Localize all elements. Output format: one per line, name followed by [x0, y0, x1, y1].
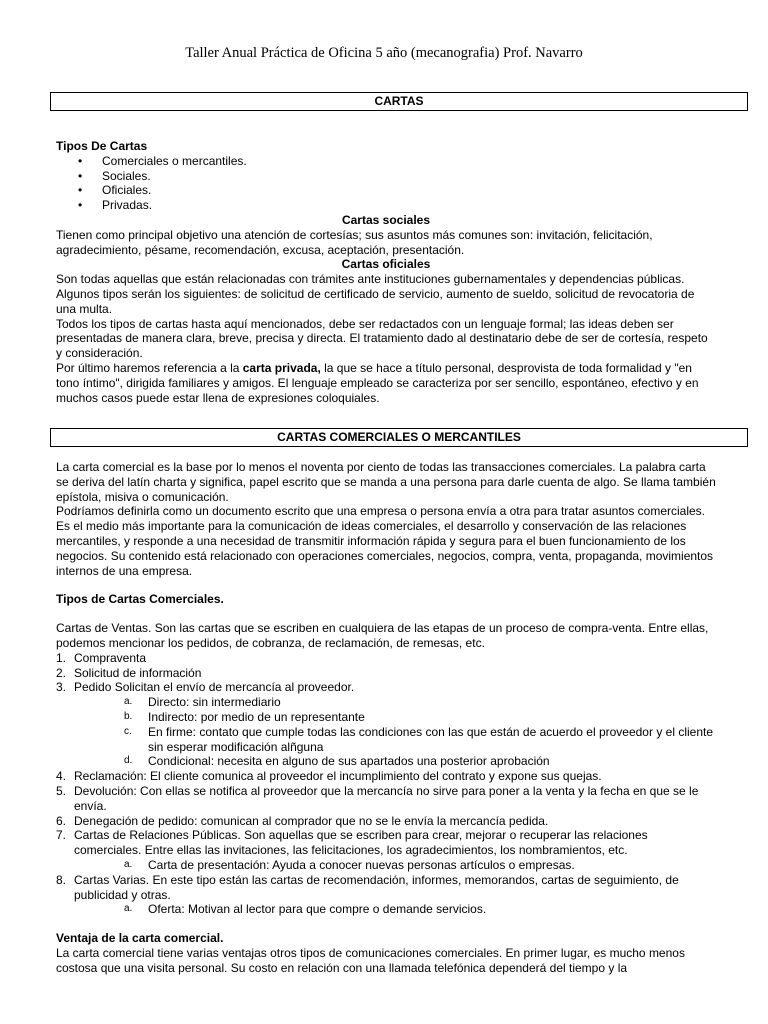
- privada-post: la que se hace a título personal, desprovista de toda formalidad y "en tono íntimo", dirigida familiares y amigos. El lenguaje empleado se caracteriza por ser sencillo, espontáneo, efectivo y en muchos casos puede estar llena de expresiones coloquiales.: [56, 360, 699, 405]
- tipos-comerciales-title: Tipos de Cartas Comerciales.: [56, 592, 224, 607]
- page-header: Taller Anual Práctica de Oficina 5 año (mecanografia) Prof. Navarro: [185, 45, 583, 61]
- sociales-text: Tienen como principal objetivo una atención de cortesías; sus asuntos más comunes son: invitación, felicitación, agradecimiento, pésame, recomendación, excusa, aceptación, presentación.: [56, 227, 653, 257]
- sociales-title: Cartas sociales: [341, 212, 431, 227]
- tipos-comerciales-list-cont: [56, 769, 716, 858]
- list-item: 6. Denegación de pedido: comunican al comprador que no se le envía la mercancía pedida.: [56, 813, 549, 828]
- list-item: 3. Pedido Solicitan el envío de mercancía al proveedor.: [56, 680, 355, 695]
- section-cartas-content: [56, 139, 716, 405]
- ventas-text: Cartas de Ventas. Son las cartas que se escriben en cualquiera de las etapas de un proceso de compra-venta. Entre ellas, podemos mencionar los pedidos, de cobranza, de reclamación, de remesas, etc.: [56, 621, 709, 650]
- section-box-comerciales: CARTAS COMERCIALES O MERCANTILES: [50, 428, 748, 447]
- list-item: • Sociales.: [56, 169, 716, 184]
- list-item: 5. Devolución: Con ellas se notifica al proveedor que la mercancía no sirve para poner a la venta y la fecha en que se le envía.: [56, 783, 699, 813]
- list-item: • Oficiales.: [56, 183, 716, 198]
- list-item: 8. Cartas Varias. En este tipo están las cartas de recomendación, informes, memorandos, cartas de seguimiento, de publicidad y otras.: [56, 872, 679, 902]
- oficiales-title: Cartas oficiales: [341, 257, 431, 272]
- tipos-list: [56, 154, 716, 213]
- comercial-paragraph-2: Podríamos definirla como un documento escrito que una empresa o persona envía a otra para tratar asuntos comerciales.: [56, 504, 706, 519]
- tipos-comerciales-list-end: [56, 873, 716, 903]
- sublist-item: a. Directo: sin intermediario: [124, 695, 281, 710]
- privada-bold: carta privada,: [242, 360, 321, 375]
- list-item: 2. Solicitud de información: [56, 665, 202, 680]
- relaciones-sublist: [56, 858, 716, 873]
- list-item: • Privadas.: [56, 198, 716, 213]
- varias-sublist: [56, 902, 716, 917]
- tipos-comerciales-list: [56, 651, 716, 695]
- ventaja-text: La carta comercial tiene varias ventajas otros tipos de comunicaciones comerciales. En primer lugar, es mucho menos costosa que una visita personal. Su costo en relación con una llamada telefónica dependerá del tiempo y la: [56, 945, 685, 975]
- sublist-item: a. Carta de presentación: Ayuda a conocer nuevas personas artículos o empresas.: [124, 857, 575, 872]
- comercial-paragraph-1: La carta comercial es la base por lo menos el noventa por ciento de todas las transacciones comerciales. La palabra carta se deriva del latín charta y significa, papel escrito que se manda a una persona para darle cuenta de algo. Se llama también epístola, misiva o comunicación.: [56, 460, 716, 504]
- pedido-sublist: [56, 695, 716, 769]
- sublist-item: d. Condicional: necesita en alguno de sus apartados una posterior aprobación: [124, 754, 550, 769]
- sublist-item: c. En firme: contato que cumple todas las condiciones con las que están de acuerdo el proveedor y el cliente sin esperar modificación alñguna: [124, 724, 714, 754]
- privada-paragraph: [56, 361, 716, 405]
- list-item: 1. Compraventa: [56, 650, 147, 665]
- tipos-title: Tipos De Cartas: [56, 139, 148, 153]
- section-box-cartas: CARTAS: [50, 92, 748, 111]
- ventaja-title: Ventaja de la carta comercial.: [56, 931, 224, 946]
- sublist-item: a. Oferta: Motivan al lector para que compre o demande servicios.: [124, 902, 487, 917]
- list-item: 7. Cartas de Relaciones Públicas. Son aquellas que se escriben para crear, mejorar o recuperar las relaciones comerciales. Entre ellas las invitaciones, las felicitaciones, los agradecimientos, los nombramientos, etc.: [56, 828, 648, 858]
- sublist-item: b. Indirecto: por medio de un representante: [124, 709, 365, 724]
- comercial-paragraph-3: Es el medio más importante para la comunicación de ideas comerciales, el desarrollo y conservación de las relaciones mercantiles, y responde a una necesidad de transmitir información rápida y segura para el buen funcionamiento de los negocios. Su contenido está relacionado con operaciones comerciales, negocios, compra, venta, propaganda, movimientos internos de una empresa.: [56, 519, 714, 578]
- formal-text: Todos los tipos de cartas hasta aquí mencionados, debe ser redactados con un lenguaje formal; las ideas deben ser presentadas de manera clara, breve, precisa y directa. El tratamiento dado al destinatario debe de ser de cortesía, respeto y consideración.: [56, 316, 708, 361]
- list-item: 4. Reclamación: El cliente comunica al proveedor el incumplimiento del contrato y expone sus quejas.: [56, 769, 602, 784]
- privada-pre: Por último haremos referencia a la: [56, 360, 243, 375]
- oficiales-text: Son todas aquellas que están relacionadas con trámites ante instituciones gubernamentales y dependencias públicas. Algunos tipos serán los siguientes: de solicitud de certificado de servicio, aumento de sueldo, solicitud de revocatoria de una multa.: [56, 272, 695, 316]
- section-comerciales-content: [56, 460, 716, 976]
- list-item: • Comerciales o mercantiles.: [56, 154, 716, 169]
